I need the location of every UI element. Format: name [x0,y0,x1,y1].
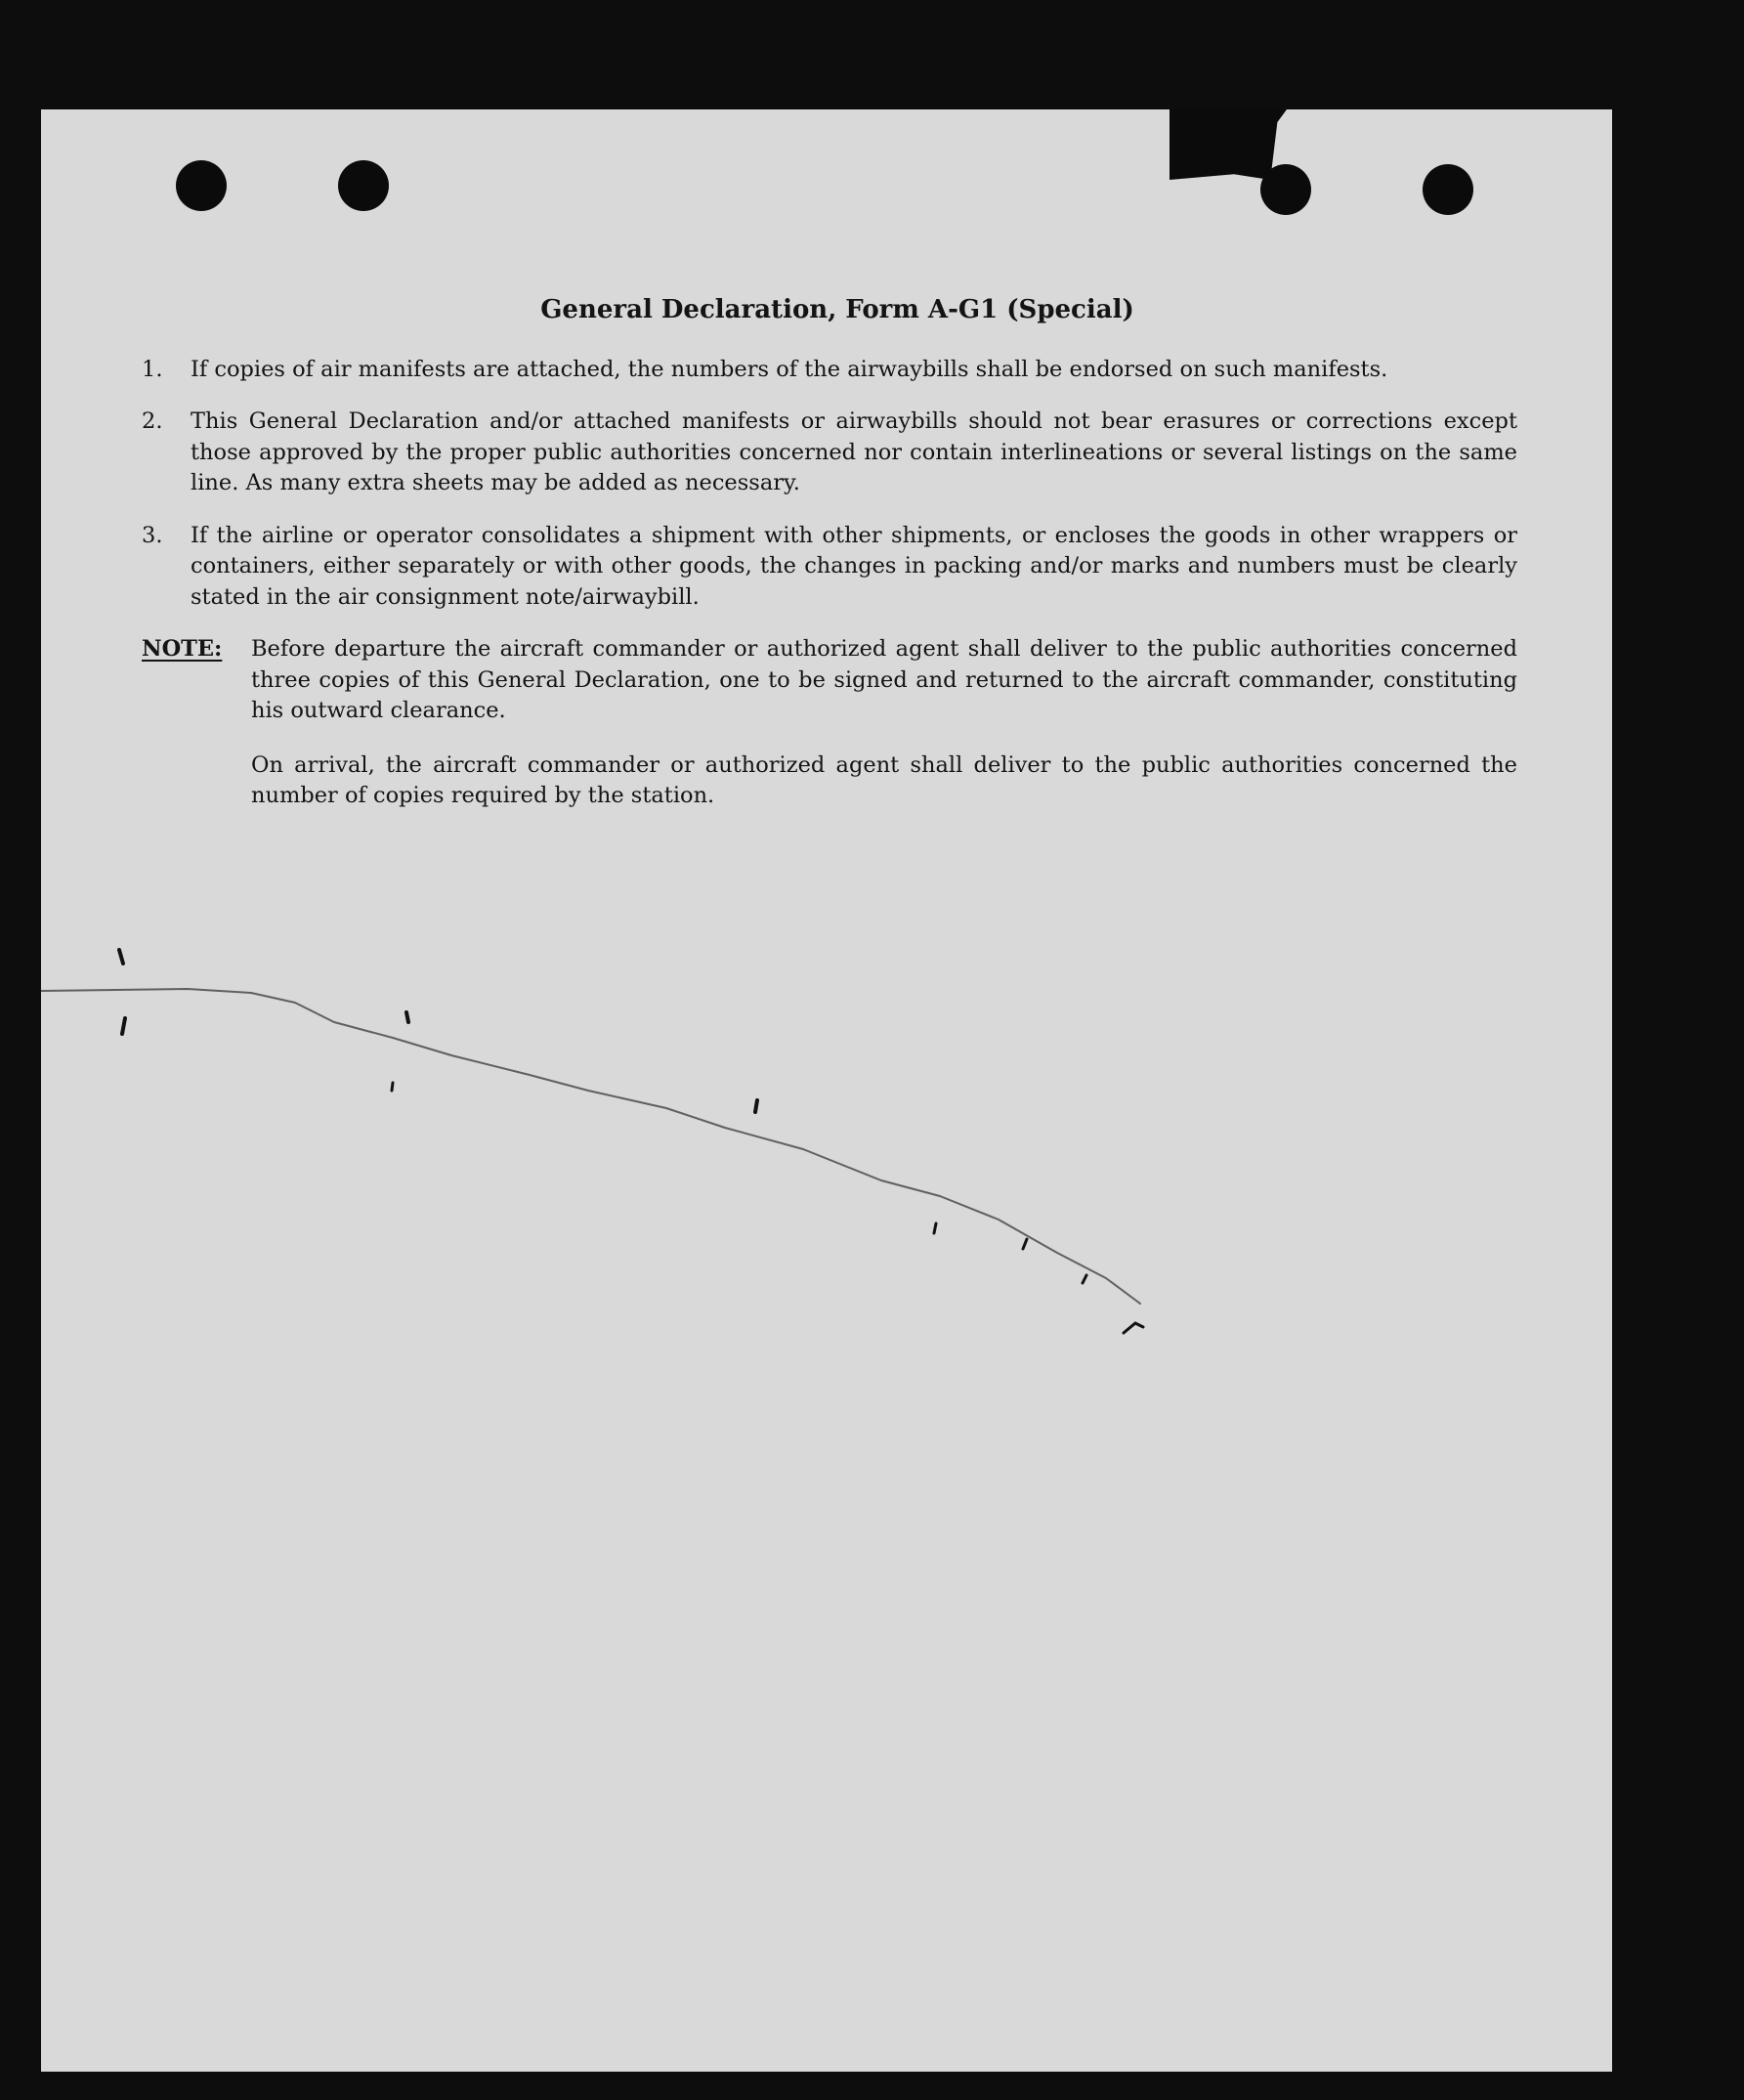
item-number: 1. [142,356,163,382]
item-text: If copies of air manifests are attached, the numbers of the airwaybills shall be endorsed on such manifests. [191,356,1388,382]
instruction-item [142,355,1517,386]
note-label [142,634,251,836]
item-text: This General Declaration and/or attached manifests or airwaybills should not bear erasures or corrections except those approved by the proper public authorities concerned nor contain interlineations or several listings on the same line. As many extra sheets may be added as necessary. [191,408,1517,495]
document-page [41,109,1612,2072]
instruction-item [142,521,1517,614]
instruction-item [142,407,1517,499]
document-title: General Declaration, Form A-G1 (Special) [540,295,1134,324]
note-body [251,634,1517,836]
item-text: If the airline or operator consolidates a shipment with other shipments, or encloses the goods in other wrappers or containers, either separately or with other goods, the changes in packing and/or marks and numbers must be clearly stated in the air consignment note/airwaybill. [191,522,1517,610]
declaration-instructions [142,295,1517,836]
item-number: 3. [142,522,163,548]
note-paragraph: On arrival, the aircraft commander or authorized agent shall deliver to the public authorities concerned the number of copies required by the station. [251,751,1517,808]
note-label-text: NOTE: [142,636,223,662]
note-paragraph: Before departure the aircraft commander or authorized agent shall deliver to the public authorities concerned three copies of this General Declaration, one to be signed and returned to the aircraft commander, constituting his outward clearance. [251,636,1517,723]
item-number: 2. [142,408,163,434]
note-section [142,634,1517,836]
